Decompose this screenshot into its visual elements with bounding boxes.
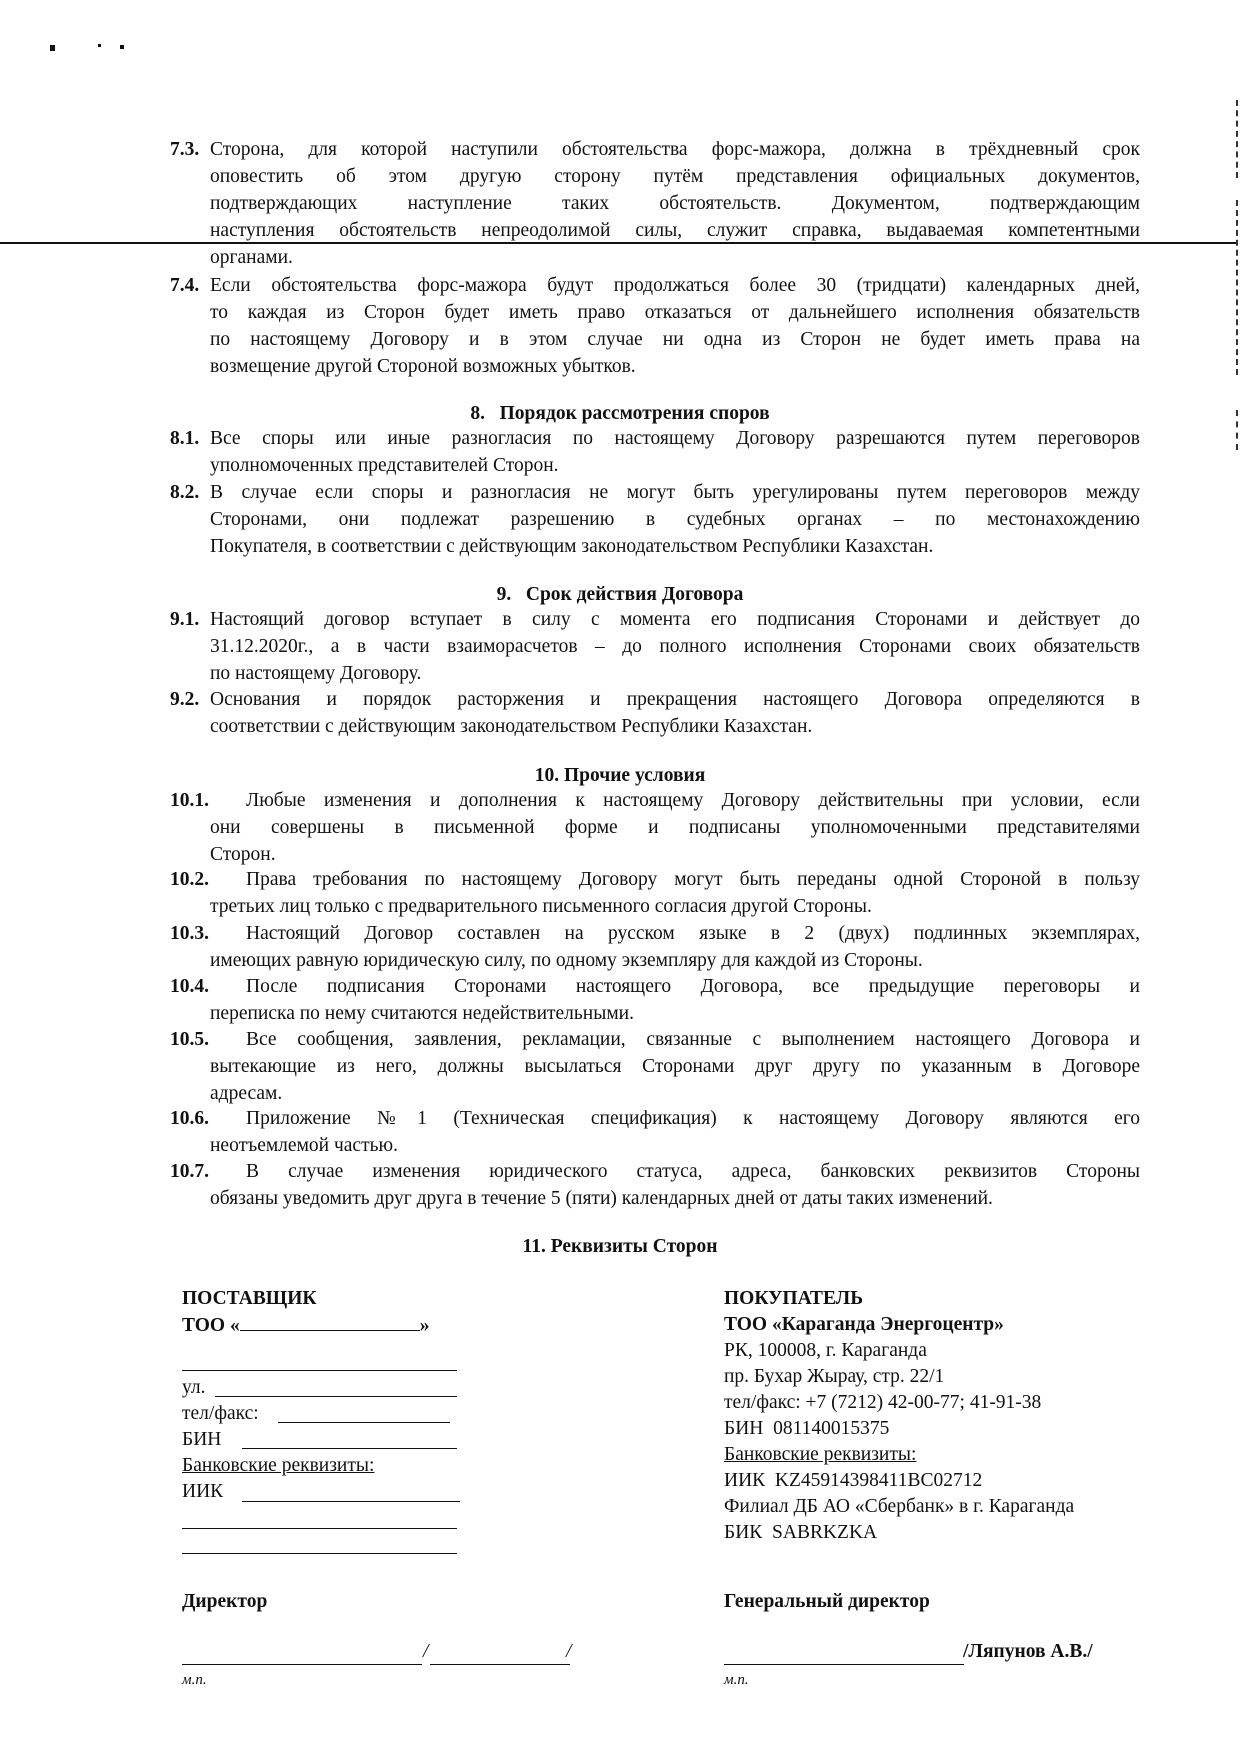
- clause-line: уполномоченных представителей Сторон.: [210, 455, 559, 476]
- clause-line: переписка по нему считаются недействительными.: [210, 1003, 634, 1024]
- buyer-address-1: РК, 100008, г. Караганда: [724, 1340, 927, 1361]
- clause-number: 9.1.: [170, 609, 200, 630]
- supplier-street-label: ул.: [182, 1377, 206, 1398]
- supplier-signature-sep: /: [423, 1641, 429, 1662]
- clause-8-2: [170, 479, 1140, 560]
- supplier-company-suffix: »: [419, 1315, 430, 1336]
- clause-line: Покупателя, в соответствии с действующим законодательством Республики Казахстан.: [210, 536, 934, 557]
- supplier-bin-label: БИН: [182, 1429, 222, 1450]
- supplier-company: [182, 1312, 482, 1339]
- clause-line: органами.: [210, 247, 293, 268]
- supplier-iik-label: ИИК: [182, 1481, 224, 1502]
- supplier-name-line[interactable]: [430, 1664, 570, 1665]
- clause-line: Права требования по настоящему Договору могут быть переданы одной Стороной в пользу: [246, 869, 1140, 890]
- supplier-stamp-label: м.п.: [182, 1672, 207, 1688]
- clause-line: Основания и порядок расторжения и прекращения настоящего Договора определяются в: [210, 689, 1140, 710]
- clause-line: имеющих равную юридическую силу, по одному экземпляру для каждой из Стороны.: [210, 950, 923, 971]
- clause-line: то каждая из Сторон будет иметь право отказаться от дальнейшего исполнения обязательств: [210, 302, 1140, 323]
- clause-line: по настоящему Договору.: [210, 663, 422, 684]
- supplier-bank-label: Банковские реквизиты:: [182, 1455, 375, 1476]
- supplier-extra-line-1[interactable]: [182, 1528, 457, 1529]
- clause-number: 10.6.: [170, 1108, 209, 1129]
- buyer-block: [724, 1286, 1164, 1546]
- clause-line: Если обстоятельства форс-мажора будут продолжаться более 30 (тридцати) календарных дней,: [210, 275, 1140, 296]
- buyer-company: ТОО «Караганда Энергоцентр»: [724, 1314, 1004, 1335]
- section-heading-8: 8. Порядок рассмотрения споров: [470, 403, 770, 424]
- clause-10-5: [170, 1026, 1140, 1107]
- supplier-block: [182, 1286, 482, 1339]
- buyer-signatory: /Ляпунов А.В./: [963, 1641, 1093, 1662]
- scan-vertical-dash: [1236, 200, 1238, 375]
- clause-number: 10.3.: [170, 923, 209, 944]
- scan-speck: [50, 45, 55, 51]
- clause-number: 7.3.: [170, 139, 200, 160]
- clause-line: оповестить об этом другую сторону путём представления официальных документов,: [210, 166, 1140, 187]
- buyer-iik: ИИК KZ45914398411BC02712: [724, 1470, 983, 1491]
- supplier-phone-field[interactable]: [278, 1422, 450, 1423]
- clause-number: 10.7.: [170, 1161, 209, 1182]
- clause-line: Приложение №1 (Техническая спецификация) к настоящему Договору являются его: [246, 1108, 1140, 1129]
- supplier-extra-line-2[interactable]: [182, 1553, 457, 1554]
- clause-9-1: [170, 606, 1140, 687]
- clause-number: 10.5.: [170, 1029, 209, 1050]
- supplier-signature-line[interactable]: [182, 1664, 422, 1665]
- section-heading-9: 9. Срок действия Договора: [496, 584, 744, 605]
- scan-vertical-dash: [1236, 100, 1238, 178]
- clause-line: Настоящий договор вступает в силу с момента его подписания Сторонами и действует до: [210, 609, 1140, 630]
- clause-line: вытекающие из него, должны высылаться Сторонами друг другу по указанным в Договоре: [210, 1056, 1140, 1077]
- clause-line: После подписания Сторонами настоящего Договора, все предыдущие переговоры и: [246, 976, 1140, 997]
- section-heading-10: 10. Прочие условия: [534, 765, 706, 786]
- clause-line: они совершены в письменной форме и подписаны уполномоченными представителями: [210, 817, 1140, 838]
- buyer-bank-label: Банковские реквизиты:: [724, 1444, 917, 1465]
- buyer-signature-line[interactable]: [724, 1664, 964, 1665]
- buyer-bank-name: Филиал ДБ АО «Сбербанк» в г. Караганда: [724, 1496, 1075, 1517]
- clause-line: Настоящий Договор составлен на русском языке в 2 (двух) подлинных экземплярах,: [246, 923, 1140, 944]
- supplier-iik: [182, 1479, 223, 1505]
- clause-line: обязаны уведомить друг друга в течение 5 (пяти) календарных дней от даты таких изменений.: [210, 1188, 993, 1209]
- clause-number: 10.2.: [170, 869, 209, 890]
- clause-line: Сторона, для которой наступили обстоятельства форс-мажора, должна в трёхдневный срок: [210, 139, 1140, 160]
- buyer-address-2: пр. Бухар Жырау, стр. 22/1: [724, 1366, 945, 1387]
- clause-10-7: [170, 1158, 1140, 1212]
- buyer-stamp-label: м.п.: [724, 1672, 749, 1688]
- clause-9-2: [170, 686, 1140, 740]
- section-heading-11: 11. Реквизиты Сторон: [522, 1236, 718, 1257]
- clause-line: возмещение другой Стороной возможных убытков.: [210, 356, 636, 377]
- scan-speck: [98, 44, 101, 47]
- clause-line: Все сообщения, заявления, рекламации, связанные с выполнением настоящего Договора и: [246, 1029, 1140, 1050]
- clause-line: Любые изменения и дополнения к настоящему Договору действительны при условии, если: [246, 790, 1140, 811]
- supplier-company-field[interactable]: [240, 1312, 420, 1331]
- clause-line: Все споры или иные разногласия по настоящему Договору разрешаются путем переговоров: [210, 428, 1140, 449]
- clause-10-2: [170, 866, 1140, 920]
- clause-line: 31.12.2020г., а в части взаиморасчетов – до полного исполнения Сторонами своих обязательств: [210, 636, 1140, 657]
- clause-line: наступления обстоятельств непреодолимой силы, служит справка, выдаваемая компетентными: [210, 220, 1140, 241]
- supplier-street-field[interactable]: [215, 1396, 457, 1397]
- clause-8-1: [170, 425, 1140, 479]
- supplier-bank: [182, 1453, 374, 1479]
- clause-number: 7.4.: [170, 275, 200, 296]
- supplier-role: ПОСТАВЩИК: [182, 1288, 317, 1309]
- supplier-signature-end: /: [566, 1641, 572, 1662]
- clause-10-4: [170, 973, 1140, 1027]
- scan-speck: [120, 45, 124, 49]
- clause-line: третьих лиц только с предварительного письменного согласия другой Стороны.: [210, 896, 872, 917]
- clause-line: В случае если споры и разногласия не могут быть урегулированы путем переговоров между: [210, 482, 1140, 503]
- clause-7-3: [170, 136, 1140, 271]
- clause-line: соответствии с действующим законодательством Республики Казахстан.: [210, 716, 813, 737]
- buyer-position: Генеральный директор: [724, 1591, 930, 1612]
- clause-line: В случае изменения юридического статуса, адреса, банковских реквизитов Стороны: [246, 1161, 1140, 1182]
- supplier-street: [182, 1375, 206, 1401]
- clause-number: 10.1.: [170, 790, 209, 811]
- clause-10-1: [170, 787, 1140, 868]
- supplier-phone: [182, 1401, 259, 1427]
- supplier-blank-line[interactable]: [182, 1370, 457, 1371]
- supplier-iik-field[interactable]: [242, 1501, 460, 1502]
- supplier-bin: [182, 1427, 221, 1453]
- supplier-position: Директор: [182, 1591, 268, 1612]
- clause-line: Сторон.: [210, 844, 276, 865]
- clause-7-4: [170, 272, 1140, 380]
- clause-10-6: [170, 1105, 1140, 1159]
- clause-line: Сторонами, они подлежат разрешению в судебных органах – по местонахождению: [210, 509, 1140, 530]
- buyer-role: ПОКУПАТЕЛЬ: [724, 1288, 864, 1309]
- clause-number: 8.2.: [170, 482, 200, 503]
- clause-number: 9.2.: [170, 689, 200, 710]
- clause-line: по настоящему Договору и в этом случае ни одна из Сторон не будет иметь права на: [210, 329, 1140, 350]
- supplier-phone-label: тел/факс:: [182, 1403, 259, 1424]
- buyer-phone: тел/факс: +7 (7212) 42-00-77; 41-91-38: [724, 1392, 1042, 1413]
- clause-number: 8.1.: [170, 428, 200, 449]
- clause-line: адресам.: [210, 1083, 283, 1104]
- clause-number: 10.4.: [170, 976, 209, 997]
- clause-10-3: [170, 920, 1140, 974]
- supplier-company-prefix: ТОО «: [182, 1315, 240, 1336]
- buyer-bik: БИК SABRKZKA: [724, 1522, 878, 1543]
- clause-line: подтверждающих наступление таких обстоятельств. Документом, подтверждающим: [210, 193, 1140, 214]
- buyer-bin: БИН 081140015375: [724, 1418, 890, 1439]
- clause-line: неотъемлемой частью.: [210, 1135, 398, 1156]
- supplier-bin-field[interactable]: [242, 1448, 457, 1449]
